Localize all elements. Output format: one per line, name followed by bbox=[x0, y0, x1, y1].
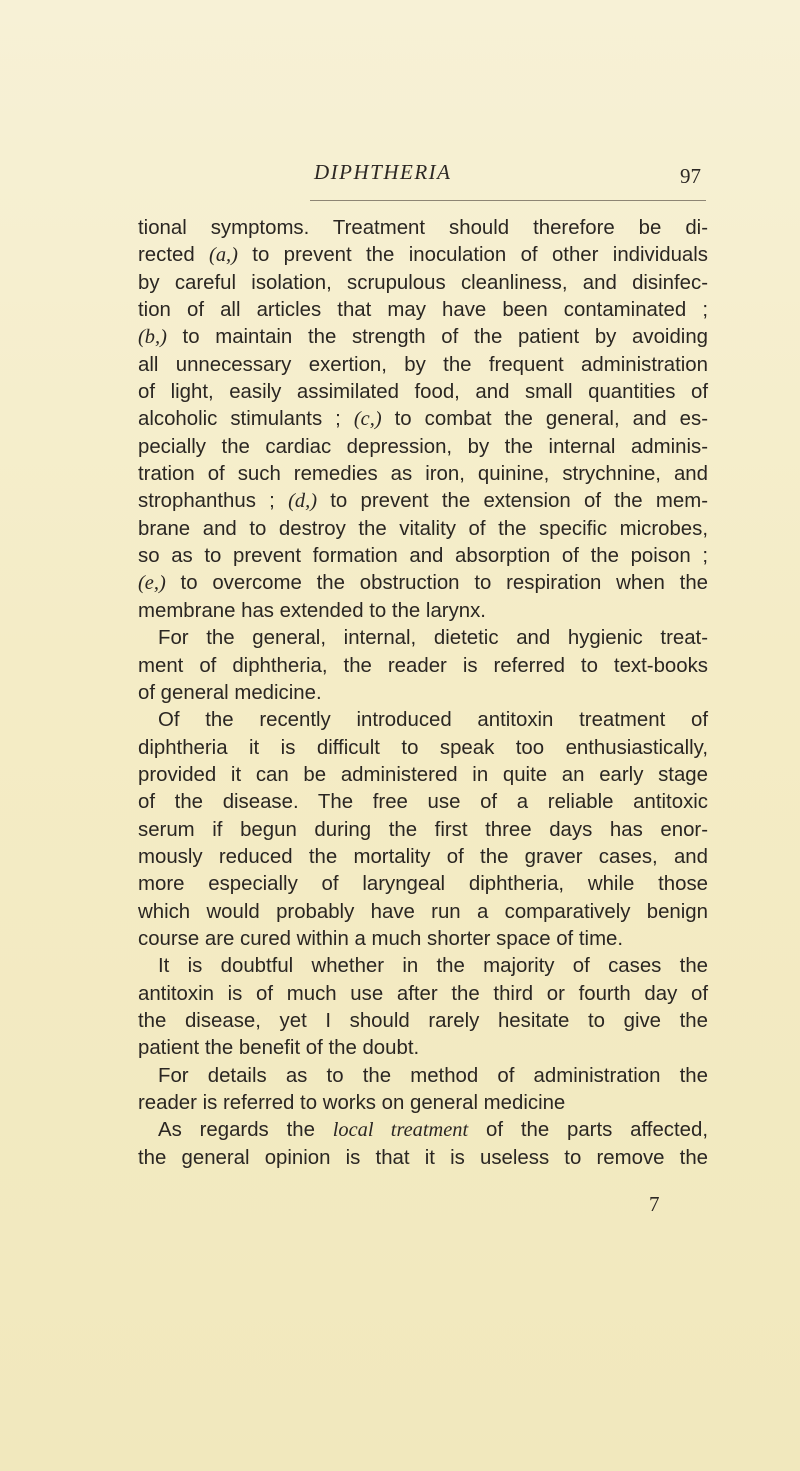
text-line: membrane has extended to the larynx. bbox=[138, 599, 486, 622]
text-line: (e,) to overcome the obstruction to respiration when the bbox=[138, 572, 708, 595]
text-line: mously reduced the mortality of the graver cases, and bbox=[138, 845, 708, 868]
text-line: of light, easily assimilated food, and small quantities of bbox=[138, 381, 708, 404]
text-line: ment of diphtheria, the reader is referred to text-books bbox=[138, 654, 708, 677]
text-line: tional symptoms. Treatment should therefore be di- bbox=[138, 217, 708, 239]
text-line: provided it can be administered in quite an early stage bbox=[138, 763, 708, 786]
text-line: by careful isolation, scrupulous cleanliness, and disinfec- bbox=[138, 271, 708, 294]
text-line: (b,) to maintain the strength of the patient by avoiding bbox=[138, 326, 708, 349]
text-line: patient the benefit of the doubt. bbox=[138, 1037, 420, 1060]
emphasis: local treatment bbox=[332, 1119, 469, 1142]
paragraph-start: For details as to the method of administration the bbox=[158, 1064, 708, 1087]
text-line: rected (a,) to prevent the inoculation of other individuals bbox=[138, 244, 708, 267]
list-marker: (e,) bbox=[138, 572, 166, 595]
text-line: antitoxin is of much use after the third or fourth day of bbox=[138, 982, 708, 1005]
list-marker: (d,) bbox=[288, 490, 317, 513]
text-line: tion of all articles that may have been contaminated ; bbox=[138, 299, 708, 322]
text-line: which would probably have run a comparatively benign bbox=[138, 900, 708, 923]
header-rule bbox=[310, 200, 706, 201]
text-line: pecially the cardiac depression, by the internal adminis- bbox=[138, 435, 708, 458]
text-line: reader is referred to works on general medicine bbox=[138, 1092, 566, 1114]
text-line: so as to prevent formation and absorption of the poison ; bbox=[138, 545, 708, 568]
paragraph-start: For the general, internal, dietetic and hygienic treat- bbox=[158, 627, 708, 650]
text-line: of the disease. The free use of a reliable antitoxic bbox=[138, 791, 708, 814]
text-line: course are cured within a much shorter space of time. bbox=[138, 927, 624, 950]
text-line: the general opinion is that it is useless to remove the bbox=[138, 1146, 708, 1169]
running-title: DIPHTHERIA bbox=[314, 160, 452, 184]
list-marker: (b,) bbox=[138, 326, 167, 349]
text-line: more especially of laryngeal diphtheria, while those bbox=[138, 873, 708, 896]
body-text bbox=[138, 215, 708, 1172]
paragraph-start: As regards the local treatment of the parts affected, bbox=[158, 1119, 708, 1142]
paragraph-start: Of the recently introduced antitoxin treatment of bbox=[158, 709, 708, 732]
list-marker: (c,) bbox=[353, 408, 382, 431]
text-line: strophanthus ; (d,) to prevent the extension of the mem- bbox=[138, 490, 708, 513]
paragraph-start: It is doubtful whether in the majority of cases the bbox=[158, 955, 708, 978]
text-line: alcoholic stimulants ; (c,) to combat the general, and es- bbox=[138, 408, 708, 431]
text-line: of general medicine. bbox=[138, 681, 322, 704]
text-line: diphtheria it is difficult to speak too enthusiastically, bbox=[138, 736, 708, 759]
page-number: 97 bbox=[680, 164, 701, 188]
text-line: all unnecessary exertion, by the frequent administration bbox=[138, 353, 708, 376]
signature-mark: 7 bbox=[649, 1192, 660, 1216]
text-line: the disease, yet I should rarely hesitate to give the bbox=[138, 1009, 708, 1032]
text-line: tration of such remedies as iron, quinine, strychnine, and bbox=[138, 463, 708, 486]
text-line: brane and to destroy the vitality of the specific microbes, bbox=[138, 517, 708, 540]
running-head bbox=[0, 160, 800, 200]
list-marker: (a,) bbox=[209, 244, 238, 267]
text-line: serum if begun during the first three days has enor- bbox=[138, 818, 708, 841]
